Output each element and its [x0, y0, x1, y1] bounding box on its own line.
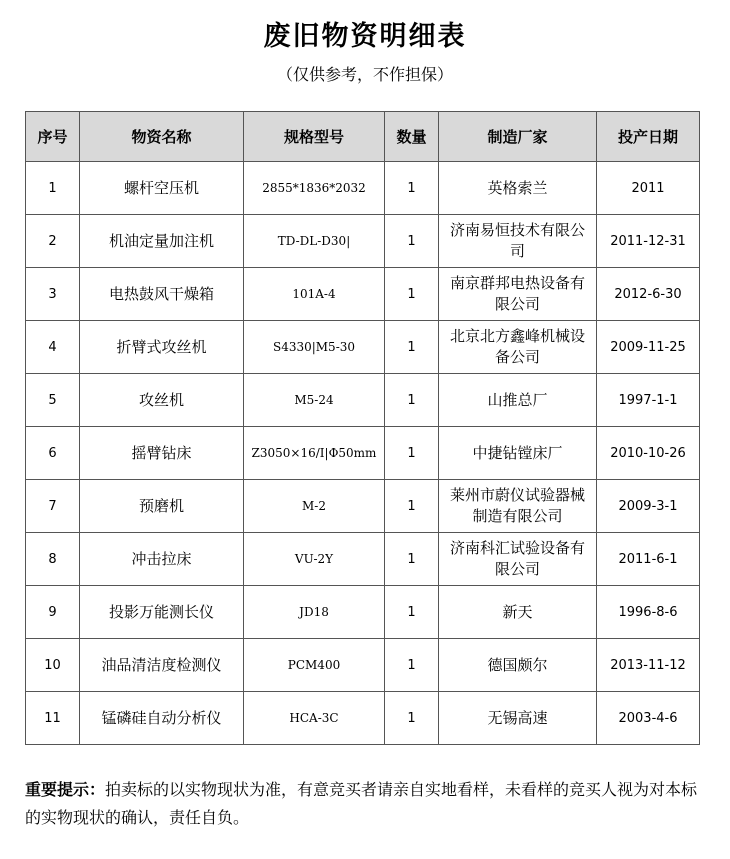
cell-quantity: 1 [385, 162, 439, 215]
cell-manufacturer: 南京群邦电热设备有限公司 [439, 268, 597, 321]
cell-quantity: 1 [385, 374, 439, 427]
cell-index: 11 [26, 692, 80, 745]
cell-quantity: 1 [385, 480, 439, 533]
page-subtitle: （仅供参考，不作担保） [276, 65, 453, 84]
cell-index: 1 [26, 162, 80, 215]
cell-item-name: 冲击拉床 [80, 533, 244, 586]
cell-commission-date: 1997-1-1 [597, 374, 700, 427]
table-row [26, 268, 700, 321]
cell-item-name: 折臂式攻丝机 [80, 321, 244, 374]
cell-item-name: 电热鼓风干燥箱 [80, 268, 244, 321]
cell-commission-date: 2011-12-31 [597, 215, 700, 268]
cell-manufacturer: 中捷钻镗床厂 [439, 427, 597, 480]
cell-index: 5 [26, 374, 80, 427]
cell-index: 10 [26, 639, 80, 692]
cell-quantity: 1 [385, 692, 439, 745]
cell-quantity: 1 [385, 533, 439, 586]
cell-commission-date: 2012-6-30 [597, 268, 700, 321]
cell-model: VU-2Y [244, 533, 385, 586]
cell-model: TD-DL-D30| [244, 215, 385, 268]
cell-model: Z3050×16/I|Φ50mm [244, 427, 385, 480]
cell-manufacturer: 德国颇尔 [439, 639, 597, 692]
materials-table [25, 111, 700, 745]
cell-model: 2855*1836*2032 [244, 162, 385, 215]
cell-index: 8 [26, 533, 80, 586]
cell-manufacturer: 英格索兰 [439, 162, 597, 215]
cell-quantity: 1 [385, 268, 439, 321]
header-item-name: 物资名称 [80, 112, 244, 162]
cell-model: M-2 [244, 480, 385, 533]
cell-index: 3 [26, 268, 80, 321]
cell-manufacturer: 济南易恒技术有限公司 [439, 215, 597, 268]
header-commission-date: 投产日期 [597, 112, 700, 162]
cell-commission-date: 2009-11-25 [597, 321, 700, 374]
table-row [26, 692, 700, 745]
cell-commission-date: 2011-6-1 [597, 533, 700, 586]
cell-item-name: 攻丝机 [80, 374, 244, 427]
cell-model: 101A-4 [244, 268, 385, 321]
cell-model: JD18 [244, 586, 385, 639]
cell-index: 7 [26, 480, 80, 533]
cell-manufacturer: 济南科汇试验设备有限公司 [439, 533, 597, 586]
table-row [26, 215, 700, 268]
page-title: 废旧物资明细表 [263, 21, 467, 52]
table-row [26, 639, 700, 692]
cell-model: M5-24 [244, 374, 385, 427]
cell-manufacturer: 莱州市蔚仪试验器械制造有限公司 [439, 480, 597, 533]
table-row [26, 374, 700, 427]
header-manufacturer: 制造厂家 [439, 112, 597, 162]
table-row [26, 427, 700, 480]
table-row [26, 480, 700, 533]
cell-model: PCM400 [244, 639, 385, 692]
cell-commission-date: 2009-3-1 [597, 480, 700, 533]
header-quantity: 数量 [385, 112, 439, 162]
cell-model: S4330|M5-30 [244, 321, 385, 374]
notice-text: 拍卖标的以实物现状为准，有意竞买者请亲自实地看样，未看样的竞买人视为对本标的实物现状的确认，责任自负。 [25, 780, 698, 827]
cell-item-name: 锰磷硅自动分析仪 [80, 692, 244, 745]
cell-commission-date: 1996-8-6 [597, 586, 700, 639]
cell-item-name: 螺杆空压机 [80, 162, 244, 215]
table-row [26, 162, 700, 215]
cell-quantity: 1 [385, 427, 439, 480]
cell-commission-date: 2010-10-26 [597, 427, 700, 480]
cell-item-name: 投影万能测长仪 [80, 586, 244, 639]
table-header-row [26, 112, 700, 162]
cell-manufacturer: 山推总厂 [439, 374, 597, 427]
cell-item-name: 机油定量加注机 [80, 215, 244, 268]
cell-manufacturer: 无锡高速 [439, 692, 597, 745]
cell-index: 2 [26, 215, 80, 268]
cell-quantity: 1 [385, 321, 439, 374]
table-row [26, 533, 700, 586]
cell-item-name: 摇臂钻床 [80, 427, 244, 480]
cell-item-name: 预磨机 [80, 480, 244, 533]
cell-quantity: 1 [385, 215, 439, 268]
cell-quantity: 1 [385, 586, 439, 639]
cell-item-name: 油品清洁度检测仪 [80, 639, 244, 692]
notice-label: 重要提示： [25, 780, 106, 799]
cell-commission-date: 2013-11-12 [597, 639, 700, 692]
table-row [26, 586, 700, 639]
cell-index: 6 [26, 427, 80, 480]
header-model: 规格型号 [244, 112, 385, 162]
cell-index: 4 [26, 321, 80, 374]
cell-index: 9 [26, 586, 80, 639]
cell-manufacturer: 北京北方鑫峰机械设备公司 [439, 321, 597, 374]
cell-model: HCA-3C [244, 692, 385, 745]
cell-commission-date: 2003-4-6 [597, 692, 700, 745]
important-notice [25, 776, 707, 832]
cell-commission-date: 2011 [597, 162, 700, 215]
cell-manufacturer: 新天 [439, 586, 597, 639]
cell-quantity: 1 [385, 639, 439, 692]
header-index: 序号 [26, 112, 80, 162]
table-row [26, 321, 700, 374]
